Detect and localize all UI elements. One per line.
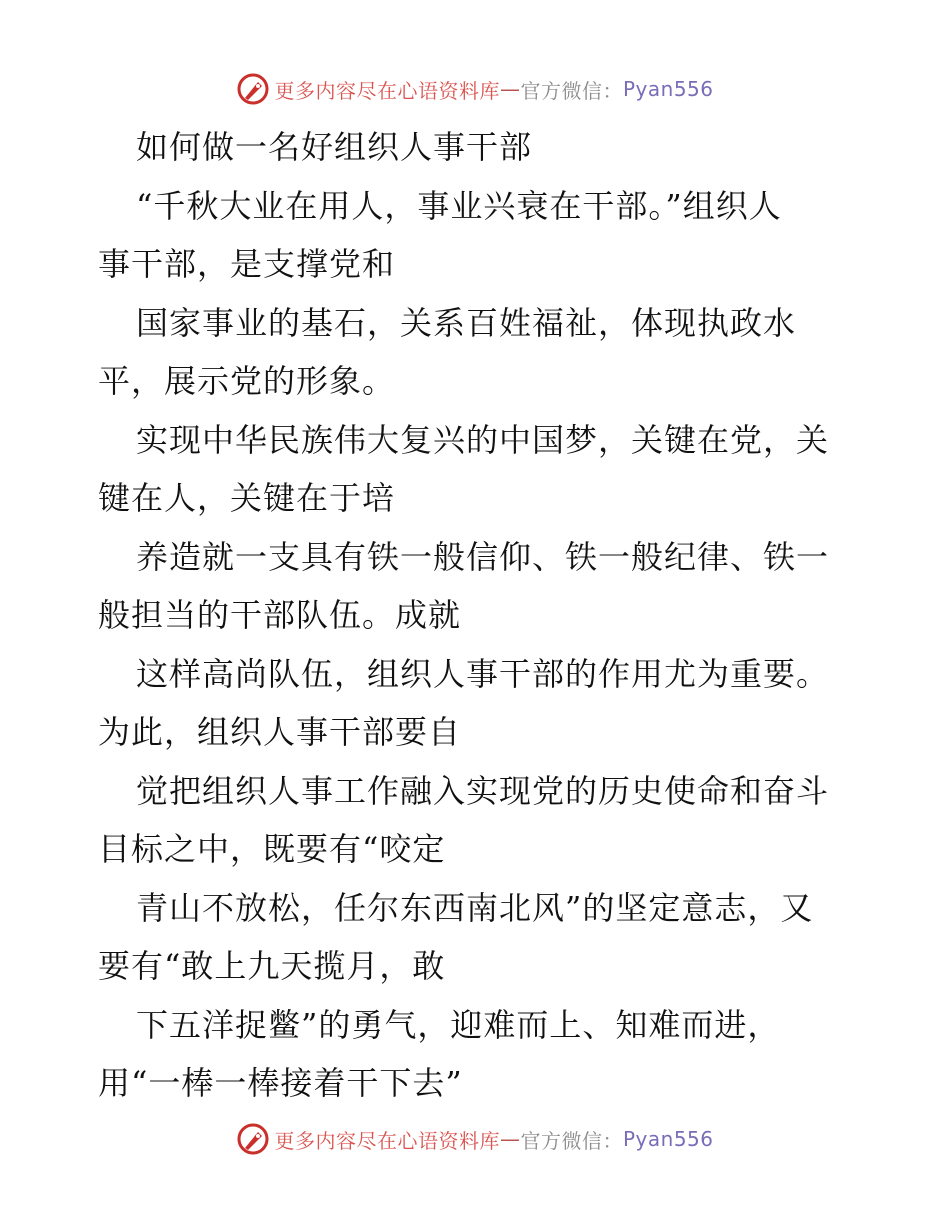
pen-nib-circle-icon bbox=[236, 72, 270, 106]
text-line: 下五洋捉鳖”的勇气，迎难而上、知难而进， bbox=[136, 1005, 781, 1044]
text-line: 般担当的干部队伍。成就 bbox=[98, 596, 462, 634]
document-title-line: 如何做一名好组织人事干部 bbox=[136, 128, 533, 166]
footer-watermark bbox=[0, 1122, 950, 1156]
text-line: 用“一棒一棒接着干下去” bbox=[98, 1064, 463, 1102]
text-line: “千秋大业在用人，事业兴衰在干部。”组织人 bbox=[136, 186, 782, 225]
watermark-brand-text: 更多内容尽在心语资料库 bbox=[274, 1128, 500, 1153]
text-line: 事干部，是支撑党和 bbox=[98, 245, 396, 283]
text-line: 青山不放松，任尔东西南北风”的坚定意志，又 bbox=[136, 888, 814, 927]
text-line: 要有“敢上九天揽月，敢 bbox=[98, 947, 446, 985]
watermark-separator: — bbox=[499, 1127, 521, 1151]
text-line: 国家事业的基石，关系百姓福祉，体现执政水 bbox=[136, 303, 797, 342]
watermark-label: 官方微信： bbox=[520, 1128, 623, 1153]
text-line: 实现中华民族伟大复兴的中国梦，关键在党，关 bbox=[136, 420, 830, 459]
text-line: 目标之中，既要有“咬定 bbox=[98, 830, 446, 868]
watermark-separator: — bbox=[499, 77, 521, 101]
watermark-wechat-id: Pyan556 bbox=[622, 1127, 714, 1151]
watermark-wechat-id: Pyan556 bbox=[622, 77, 714, 101]
text-line: 平，展示党的形象。 bbox=[98, 362, 396, 400]
text-line: 为此，组织人事干部要自 bbox=[98, 713, 462, 751]
text-line: 键在人，关键在于培 bbox=[98, 479, 396, 517]
watermark-brand-text: 更多内容尽在心语资料库 bbox=[274, 78, 500, 103]
watermark-label: 官方微信： bbox=[520, 78, 623, 103]
document-body bbox=[98, 118, 858, 1113]
text-line: 觉把组织人事工作融入实现党的历史使命和奋斗 bbox=[136, 771, 830, 810]
text-line: 这样高尚队伍，组织人事干部的作用尤为重要。 bbox=[136, 654, 830, 693]
text-line: 养造就一支具有铁一般信仰、铁一般纪律、铁一 bbox=[136, 537, 830, 576]
header-watermark bbox=[0, 72, 950, 106]
pen-nib-circle-icon bbox=[236, 1122, 270, 1156]
